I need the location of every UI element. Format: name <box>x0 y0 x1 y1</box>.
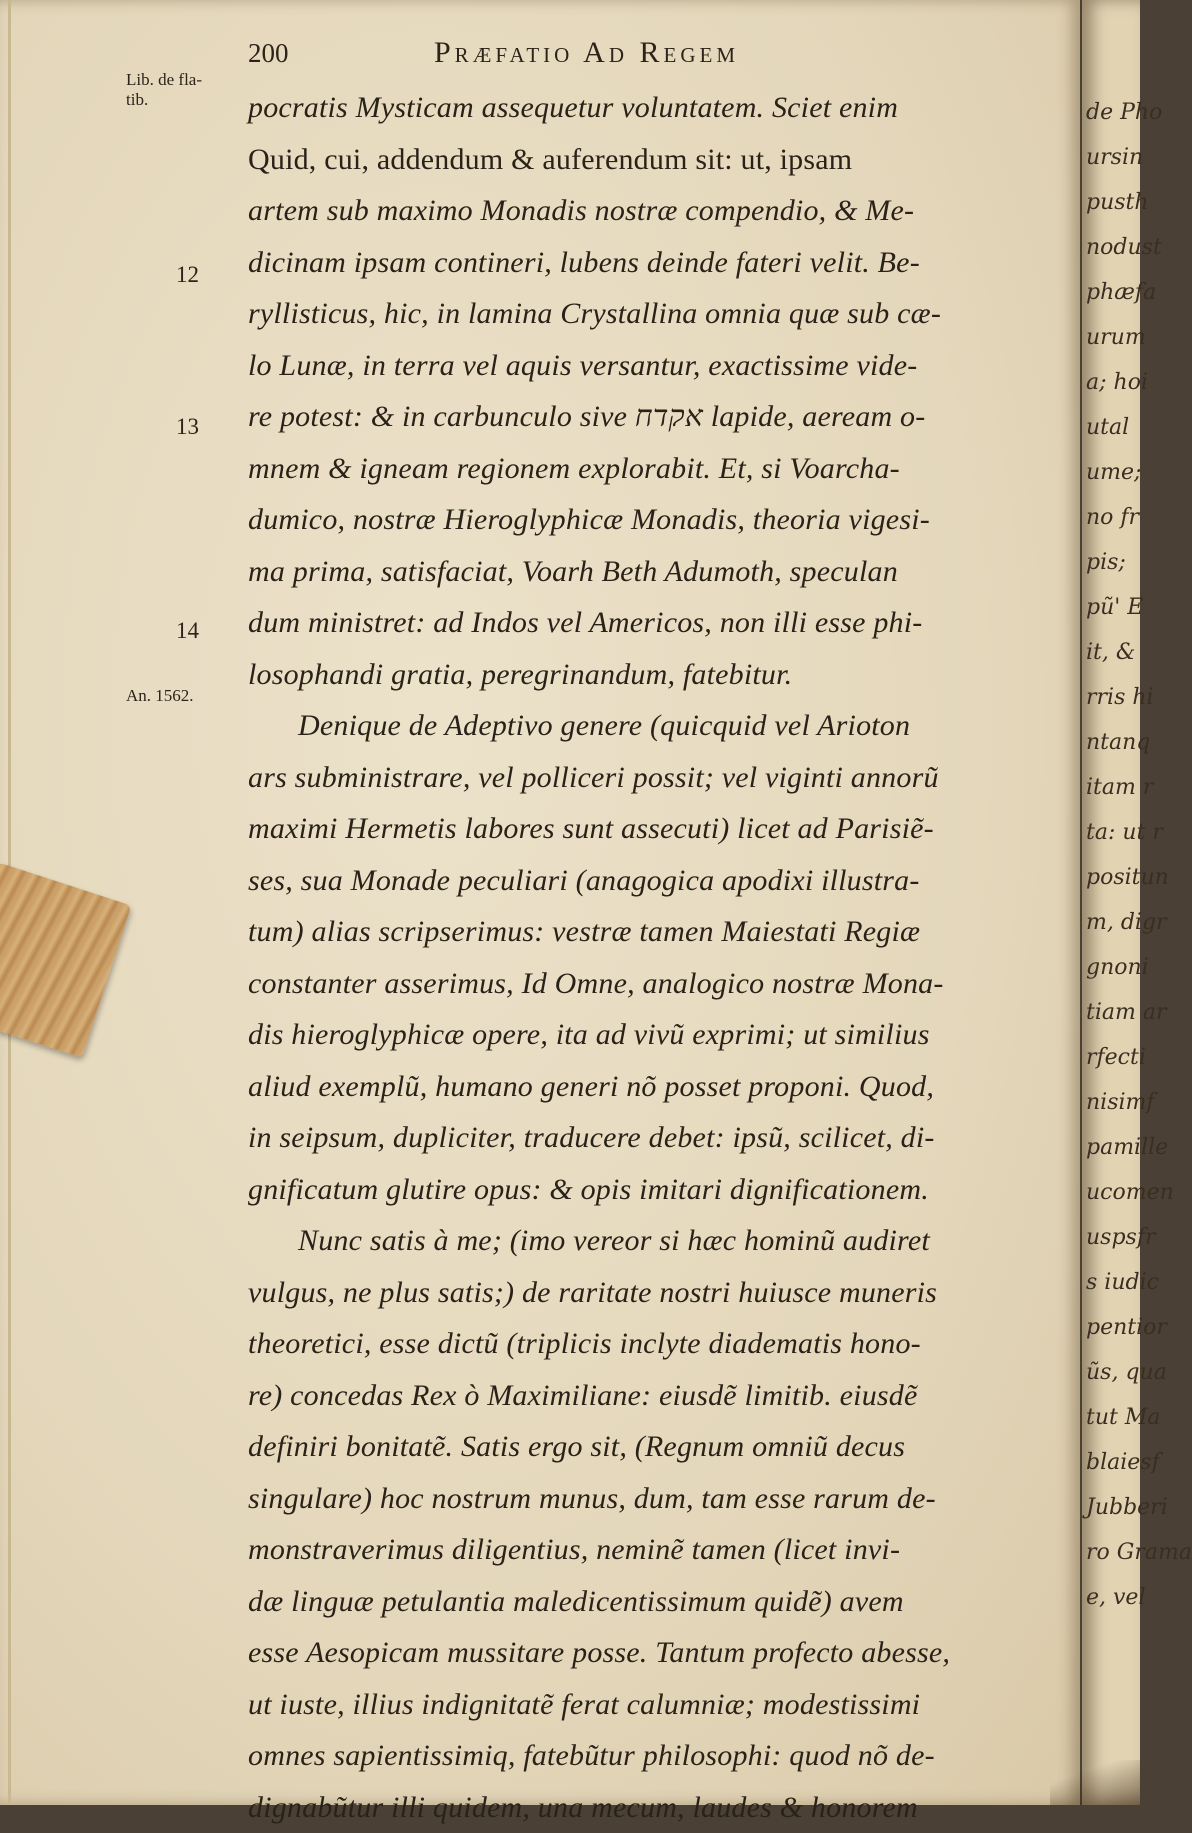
facing-page-fragment: gnoni <box>1086 955 1146 980</box>
text-line: vulgus, ne plus satis;) de raritate nostri huiusce muneris <box>248 1267 1048 1319</box>
text-line: ars subministrare, vel polliceri possit; vel viginti annorũ <box>248 752 1048 804</box>
text-line: lo Lunæ, in terra vel aquis versantur, exactissime vide- <box>248 340 1048 392</box>
facing-page-fragment: it, & <box>1086 640 1146 665</box>
text-line: Denique de Adeptivo genere (quicquid vel Arioton <box>248 700 1048 752</box>
text-line: dum ministret: ad Indos vel Americos, non illi esse phi- <box>248 597 1048 649</box>
text-line: artem sub maximo Monadis nostræ compendio, & Me- <box>248 185 1048 237</box>
facing-page-fragment: nodust <box>1086 235 1146 260</box>
facing-page-fragment: tut Ma <box>1086 1405 1146 1430</box>
text-line: aliud exemplũ, humano generi nõ posset proponi. Quod, <box>248 1061 1048 1113</box>
text-line: gnificatum glutire opus: & opis imitari dignificationem. <box>248 1164 1048 1216</box>
facing-page-fragment: utal <box>1086 415 1146 440</box>
text-line: tum) alias scripserimus: vestræ tamen Maiestati Regiæ <box>248 906 1048 958</box>
facing-page-fragment: ũs, qua <box>1086 1360 1146 1385</box>
text-line: ryllisticus, hic, in lamina Crystallina omnia quæ sub cæ- <box>248 288 1048 340</box>
text-line: singulare) hoc nostrum munus, dum, tam esse rarum de- <box>248 1473 1048 1525</box>
facing-page-fragment: pusth <box>1086 190 1146 215</box>
margin-note-line: tib. <box>126 90 236 110</box>
text-line: ses, sua Monade peculiari (anagogica apodixi illustra- <box>248 855 1048 907</box>
facing-page-fragment: de Pho <box>1086 100 1146 125</box>
facing-page-fragment: blaiesf <box>1086 1450 1146 1475</box>
text-line: definiri bonitatẽ. Satis ergo sit, (Regnum omniũ decus <box>248 1421 1048 1473</box>
facing-page-fragment: itam r <box>1086 775 1146 800</box>
facing-page-fragment: urum <box>1086 325 1146 350</box>
next-page-edge <box>1082 0 1140 1805</box>
facing-page-fragment: s iudic <box>1086 1270 1146 1295</box>
facing-page-fragment: phæfa <box>1086 280 1146 305</box>
margin-note-reference <box>126 70 236 110</box>
facing-page-fragment: a; hoi <box>1086 370 1146 395</box>
facing-page-fragment: rris hi <box>1086 685 1146 710</box>
text-line: dignabũtur illi quidem, una mecum, laudes & honorem <box>248 1782 1048 1833</box>
facing-page-fragment: pũ' E <box>1086 595 1146 620</box>
text-line: pocratis Mysticam assequetur voluntatem. Sciet enim <box>248 82 1048 134</box>
wooden-bookmark <box>0 862 131 1057</box>
text-line: dumico, nostræ Hieroglyphicæ Monadis, theoria vigesi- <box>248 494 1048 546</box>
facing-page-fragment: ume; <box>1086 460 1146 485</box>
text-line: dis hieroglyphicæ opere, ita ad vivũ exprimi; ut similius <box>248 1009 1048 1061</box>
margin-number-14: 14 <box>176 618 199 644</box>
text-line: dæ linguæ petulantia maledicentissimum quidẽ) avem <box>248 1576 1048 1628</box>
facing-page-fragment: no fr <box>1086 505 1146 530</box>
facing-page-fragment: m, digr <box>1086 910 1146 935</box>
page-number: 200 <box>248 38 289 69</box>
text-line: dicinam ipsam contineri, lubens deinde fateri velit. Be- <box>248 237 1048 289</box>
facing-page-fragment: ursin <box>1086 145 1146 170</box>
facing-page-fragment: tiam ar <box>1086 1000 1146 1025</box>
margin-note-line: Lib. de fla- <box>126 70 236 90</box>
text-line: in seipsum, dupliciter, traducere debet: ipsũ, scilicet, di- <box>248 1112 1048 1164</box>
text-line: monstraverimus diligentius, neminẽ tamen (licet invi- <box>248 1524 1048 1576</box>
text-line: constanter asserimus, Id Omne, analogico nostræ Mona- <box>248 958 1048 1010</box>
facing-page-fragment: Jubberi <box>1086 1495 1146 1520</box>
body-text <box>248 82 1048 1833</box>
text-line: ma prima, satisfaciat, Voarh Beth Adumoth, speculan <box>248 546 1048 598</box>
facing-page-fragment: rfecti <box>1086 1045 1146 1070</box>
facing-page-fragment: e, vel <box>1086 1585 1146 1610</box>
text-line: re potest: & in carbunculo sive אקדח lapide, aeream o- <box>248 391 1048 443</box>
facing-page-fragment: ro Grama <box>1086 1540 1146 1565</box>
text-line: re) concedas Rex ò Maximiliane: eiusdẽ limitib. eiusdẽ <box>248 1370 1048 1422</box>
margin-number-12: 12 <box>176 262 199 288</box>
text-line: Nunc satis à me; (imo vereor si hæc hominũ audiret <box>248 1215 1048 1267</box>
text-line: maximi Hermetis labores sunt assecuti) licet ad Parisiẽ- <box>248 803 1048 855</box>
text-line: theoretici, esse dictũ (triplicis inclyte diadematis hono- <box>248 1318 1048 1370</box>
text-line: Quid, cui, addendum & auferendum sit: ut, ipsam <box>248 134 1048 186</box>
facing-page-fragment: uspsfr <box>1086 1225 1146 1250</box>
facing-page-fragment: ntanq <box>1086 730 1146 755</box>
facing-page-fragment: ta: ut r <box>1086 820 1146 845</box>
text-line: mnem & igneam regionem explorabit. Et, si Voarcha- <box>248 443 1048 495</box>
text-line: omnes sapientissimiq, fatebũtur philosophi: quod nõ de- <box>248 1730 1048 1782</box>
text-line: esse Aesopicam mussitare posse. Tantum profecto abesse, <box>248 1627 1048 1679</box>
running-head: Præfatio Ad Regem <box>434 36 739 70</box>
page-header <box>248 36 1028 76</box>
facing-page-fragment: pis; <box>1086 550 1146 575</box>
facing-page-fragment: positun <box>1086 865 1146 890</box>
margin-note-year: An. 1562. <box>126 686 236 706</box>
facing-page-fragment: ucomen <box>1086 1180 1146 1205</box>
margin-number-13: 13 <box>176 414 199 440</box>
text-line: ut iuste, illius indignitatẽ ferat calumniæ; modestissimi <box>248 1679 1048 1731</box>
facing-page-fragment: nisimf <box>1086 1090 1146 1115</box>
text-line: losophandi gratia, peregrinandum, fatebitur. <box>248 649 1048 701</box>
corner-shadow <box>1050 1760 1140 1805</box>
facing-page-fragment: pentior <box>1086 1315 1146 1340</box>
facing-page-fragment: pamille <box>1086 1135 1146 1160</box>
